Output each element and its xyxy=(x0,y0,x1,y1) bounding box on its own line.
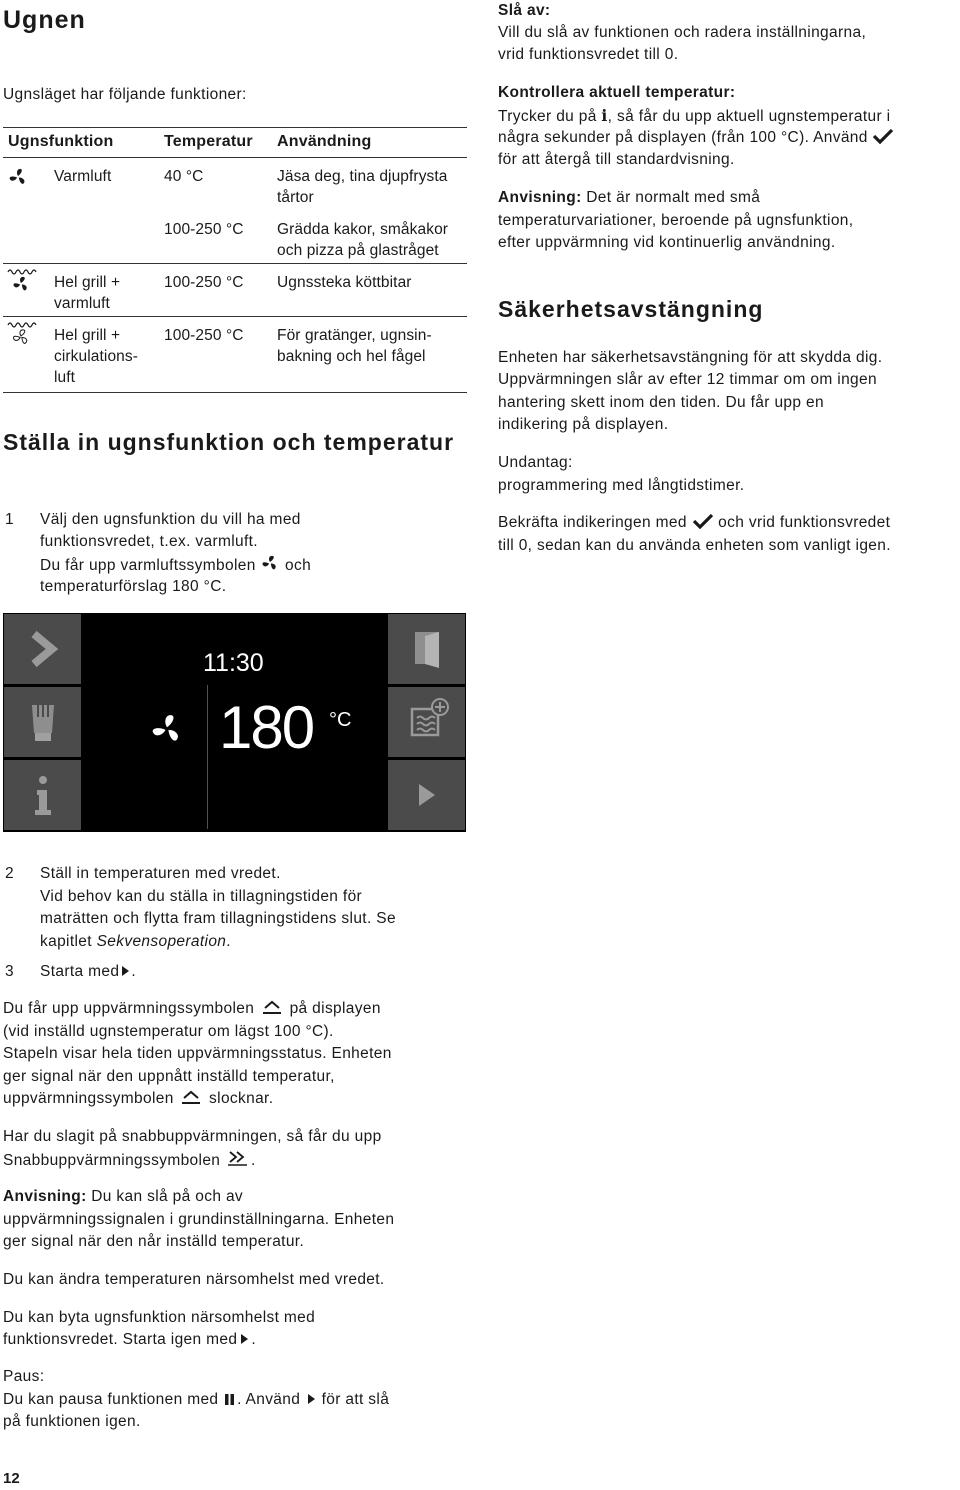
step-text-line xyxy=(40,961,136,984)
step-text-line xyxy=(40,554,311,578)
text-line xyxy=(498,187,958,210)
text: några sekunder på displayen (från 100 °C). Använd xyxy=(498,129,868,146)
text: Enheten har säkerhetsavstängning för att skydda dig. xyxy=(498,349,883,366)
text: på displayen xyxy=(289,1000,381,1017)
function-name: Varmluft xyxy=(54,168,112,185)
text: . xyxy=(250,1152,256,1169)
text: Du kan pausa funktionen med xyxy=(3,1391,219,1408)
text-line xyxy=(3,998,381,1021)
cleaning-button[interactable] xyxy=(4,687,81,757)
text: Det är normalt med små xyxy=(586,189,761,206)
step-text-line xyxy=(40,931,231,954)
pause-label: Paus: xyxy=(3,1368,45,1385)
note-label: Anvisning: xyxy=(498,189,582,206)
text-line xyxy=(498,512,958,535)
checkmark-icon xyxy=(692,513,714,529)
text: Du kan byta ugnsfunktion närsomhelst med xyxy=(3,1309,316,1326)
info-icon xyxy=(4,760,81,830)
text: uppvärmningssignalen i grundinställningarna. Enheten xyxy=(3,1211,395,1228)
step-text: . xyxy=(131,963,136,980)
temperature-display: 180 xyxy=(219,694,314,761)
usage-text: och pizza på glastråget xyxy=(277,242,439,259)
header-usage: Användning xyxy=(277,133,372,150)
text: (vid inställd ugnstemperatur om lägst 100 °C). xyxy=(3,1023,334,1040)
grill-circulation-icon xyxy=(6,319,38,347)
step-text: funktionsvredet, t.ex. varmluft. xyxy=(40,533,258,550)
text: Uppvärmningen slår av efter 12 timmar om om ingen xyxy=(498,371,877,388)
clock-time: 11:30 xyxy=(203,649,264,677)
text: vrid funktionsvredet till 0. xyxy=(498,46,679,63)
chevron-right-icon xyxy=(4,614,81,684)
text: ger signal när den når inställd temperatur. xyxy=(3,1233,305,1250)
brush-icon xyxy=(4,687,81,757)
play-icon xyxy=(119,964,131,978)
step-text: maträtten och flytta fram tillagningstidens slut. Se xyxy=(40,910,396,927)
text: slocknar. xyxy=(209,1090,274,1107)
step-number: 3 xyxy=(5,963,14,980)
rapid-heating-icon xyxy=(225,1149,251,1167)
door-icon xyxy=(388,614,465,684)
usage-text: För gratänger, ugnsin- xyxy=(277,327,432,344)
next-button[interactable] xyxy=(4,614,81,684)
section-label: Kontrollera aktuell temperatur: xyxy=(498,84,736,101)
temperature-value: 40 °C xyxy=(164,168,204,185)
steam-plus-icon xyxy=(388,687,465,757)
text: Trycker du på xyxy=(498,108,597,125)
text: för att återgå till standardvisning. xyxy=(498,151,735,168)
text: för att slå xyxy=(321,1391,390,1408)
step-text: Ställ in temperaturen med vredet. xyxy=(40,865,281,882)
temperature-unit: °C xyxy=(329,709,352,731)
header-function: Ugnsfunktion xyxy=(8,133,114,150)
text: Vill du slå av funktionen och radera inställningarna, xyxy=(498,24,867,41)
text: Har du slagit på snabbuppvärmningen, så får du upp xyxy=(3,1128,382,1145)
function-name: varmluft xyxy=(54,295,110,312)
text: och vrid funktionsvredet xyxy=(718,514,891,531)
step-number: 1 xyxy=(5,511,14,528)
text-line xyxy=(498,127,958,150)
text: efter uppvärmning vid kontinuerlig användning. xyxy=(498,234,836,251)
text: uppvärmningssymbolen xyxy=(3,1090,174,1107)
text-line xyxy=(498,105,958,129)
safety-heading: Säkerhetsavstängning xyxy=(498,296,764,322)
usage-text: Ugnssteka köttbitar xyxy=(277,274,412,291)
step-text: Vid behov kan du ställa in tillagningstiden för xyxy=(40,888,363,905)
grill-fan-icon xyxy=(6,266,38,294)
text: temperaturvariationer, beroende på ugnsfunktion, xyxy=(498,212,854,229)
step-text: Välj den ugnsfunktion du vill ha med xyxy=(40,511,301,528)
table-row-rule xyxy=(3,263,467,264)
play-icon xyxy=(305,1392,317,1406)
step-text: och xyxy=(285,557,312,574)
step-number: 2 xyxy=(5,865,14,882)
text: på funktionen igen. xyxy=(3,1413,141,1430)
text: Du kan slå på och av xyxy=(91,1188,244,1205)
temperature-value: 100-250 °C xyxy=(164,274,244,291)
table-bottom-rule xyxy=(3,392,467,393)
play-icon xyxy=(388,760,465,830)
section-heading: Ställa in ugnsfunktion och temperatur xyxy=(3,429,455,455)
text: Bekräfta indikeringen med xyxy=(498,514,687,531)
info-button[interactable] xyxy=(4,760,81,830)
info-icon: i xyxy=(601,106,608,125)
text-line xyxy=(3,1088,273,1111)
usage-text: Jäsa deg, tina djupfrysta xyxy=(277,168,448,185)
function-name: Hel grill + xyxy=(54,274,121,291)
header-temperature: Temperatur xyxy=(164,133,253,150)
intro-text: Ugnsläget har följande funktioner: xyxy=(3,86,247,103)
heating-symbol-icon xyxy=(259,999,285,1015)
text: till 0, sedan kan du använda enheten som vanligt igen. xyxy=(498,537,891,554)
step-text: Starta med xyxy=(40,963,120,980)
text-line xyxy=(3,1149,256,1173)
note-label: Anvisning: xyxy=(3,1188,87,1205)
text: Stapeln visar hela tiden uppvärmningsstatus. Enheten xyxy=(3,1045,392,1062)
table-top-rule xyxy=(3,127,467,128)
fan-icon xyxy=(150,712,184,746)
text: programmering med långtidstimer. xyxy=(498,477,745,494)
fan-icon xyxy=(8,167,28,187)
text: indikering på displayen. xyxy=(498,416,669,433)
step-text: kapitlet xyxy=(40,933,92,950)
page-number: 12 xyxy=(3,1470,20,1487)
text-line xyxy=(3,1186,243,1209)
text: Du kan ändra temperaturen närsomhelst med vredet. xyxy=(3,1271,385,1288)
section-label: Slå av: xyxy=(498,2,551,19)
play-icon xyxy=(237,1332,251,1346)
text-line xyxy=(3,1329,256,1352)
oven-display xyxy=(3,613,466,832)
screen-divider xyxy=(207,685,208,829)
exception-label: Undantag: xyxy=(498,454,573,471)
usage-text: Grädda kakor, småkakor xyxy=(277,221,449,238)
step-text: Du får upp varmluftssymbolen xyxy=(40,557,256,574)
text: hantering skett inom den tiden. Du får upp en xyxy=(498,394,824,411)
usage-text: bakning och hel fågel xyxy=(277,348,426,365)
temperature-value: 100-250 °C xyxy=(164,327,244,344)
text: . xyxy=(251,1331,257,1348)
steam-plus-button[interactable] xyxy=(388,687,465,757)
text: Du får upp uppvärmningssymbolen xyxy=(3,1000,255,1017)
function-name: Hel grill + xyxy=(54,327,121,344)
text: , så får du upp aktuell ugnstemperatur i xyxy=(607,108,891,125)
table-row-rule xyxy=(3,316,467,317)
text: funktionsvredet. Starta igen med xyxy=(3,1331,238,1348)
door-button[interactable] xyxy=(388,614,465,684)
step-text: . xyxy=(226,933,231,950)
fan-icon xyxy=(260,554,280,572)
text: ger signal när den uppnått inställd temperatur, xyxy=(3,1068,335,1085)
step-text: temperaturförslag 180 °C. xyxy=(40,578,227,595)
table-header-rule xyxy=(3,157,467,158)
text: . Använd xyxy=(237,1391,301,1408)
page-title: Ugnen xyxy=(3,6,86,34)
checkmark-icon xyxy=(872,128,894,144)
text-line xyxy=(3,1389,389,1412)
function-name: cirkulations- xyxy=(54,348,138,365)
text: Snabbuppvärmningssymbolen xyxy=(3,1152,221,1169)
temperature-value: 100-250 °C xyxy=(164,221,244,238)
chapter-reference: Sekvensoperation xyxy=(96,933,227,950)
usage-text: tårtor xyxy=(277,189,314,206)
function-name: luft xyxy=(54,369,76,386)
start-button[interactable] xyxy=(388,760,465,830)
pause-icon xyxy=(223,1392,237,1406)
heating-symbol-icon xyxy=(178,1089,204,1105)
